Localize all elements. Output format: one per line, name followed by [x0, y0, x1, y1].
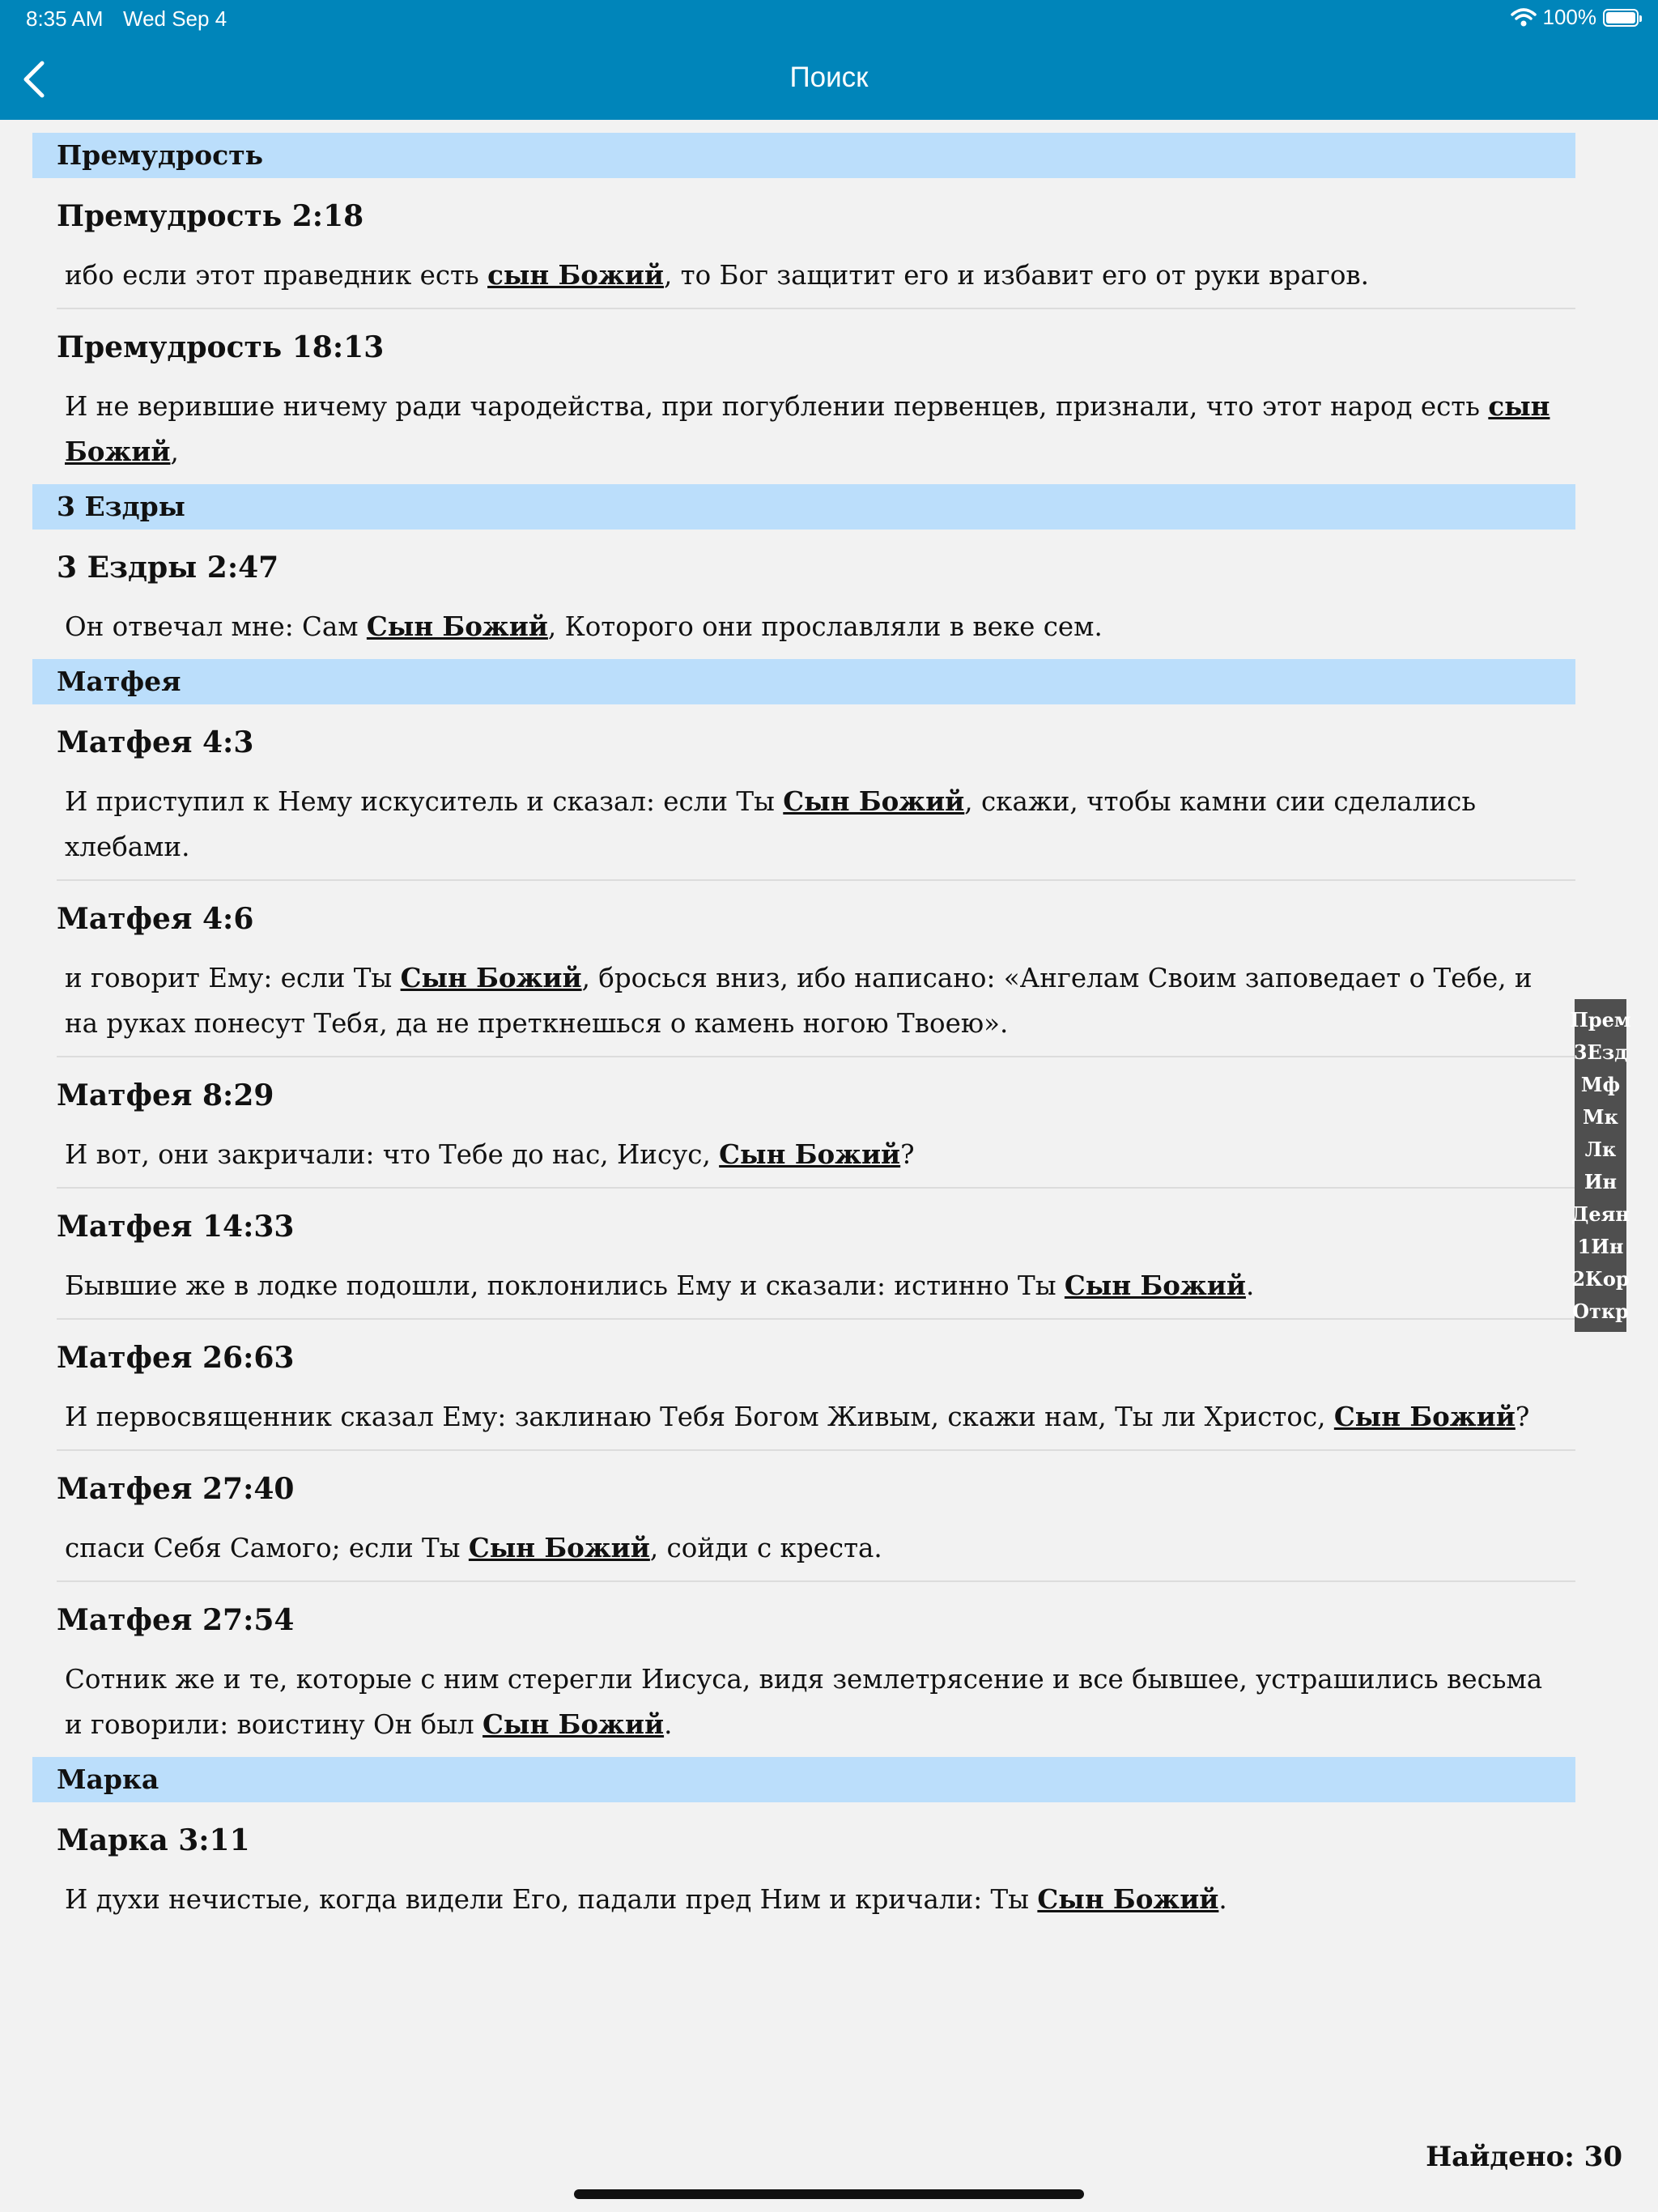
top-bar [0, 0, 1658, 120]
verse-text [57, 939, 1575, 1056]
verse-text [57, 1116, 1575, 1187]
verse-text-after: , то Бог защитит его и избавит его от руки врагов. [664, 260, 1370, 291]
found-count: Найдено: 30 [1426, 2141, 1622, 2173]
verse-text-before: И вот, они закричали: что Тебе до нас, Иисус, [65, 1139, 720, 1170]
section-header: Матфея [32, 659, 1575, 704]
verse-text-before: И первосвященник сказал Ему: заклинаю Тебя Богом Живым, скажи нам, Ты ли Христос, [65, 1402, 1334, 1432]
index-item[interactable]: Ин [1584, 1170, 1618, 1193]
verse-text [57, 236, 1575, 308]
verse-reference: 3 Ездры 2:47 [57, 551, 279, 585]
verse-reference: Матфея 4:3 [57, 725, 254, 759]
status-right [1511, 5, 1639, 30]
verse-text-before: Бывшие же в лодке подошли, поклонились Ему и сказали: истинно Ты [65, 1270, 1065, 1301]
verse-text-after: ? [900, 1139, 915, 1170]
verse-highlight: Сын Божий [783, 785, 965, 817]
verse-text [57, 588, 1575, 659]
verse-text [57, 1509, 1575, 1580]
verse-text-after: , скажи, чтобы камни сии сделались хлебами. [65, 786, 1477, 862]
verse-text-before: спаси Себя Самого; если Ты [65, 1533, 469, 1563]
verse-reference: Премудрость 2:18 [57, 199, 364, 233]
verse-text-before: И не верившие ничему ради чародейства, при погублении первенцев, признали, что этот народ есть [65, 391, 1489, 422]
verse-reference: Матфея 27:40 [57, 1472, 295, 1506]
index-item[interactable]: Откр [1572, 1300, 1629, 1323]
verse-highlight: сын Божий [487, 259, 665, 291]
verse-highlight: сын Божий [65, 390, 1550, 467]
status-date: Wed Sep 4 [123, 6, 227, 31]
verse-text-after: . [664, 1709, 673, 1740]
verse-text-after: . [1245, 1270, 1255, 1301]
section-header: Марка [32, 1757, 1575, 1802]
section-header: 3 Ездры [32, 484, 1575, 530]
index-item[interactable]: Деян [1571, 1202, 1630, 1226]
verse-text-after: . [1218, 1884, 1227, 1915]
verse-item[interactable] [57, 309, 1575, 484]
verse-text-before: И духи нечистые, когда видели Его, падали пред Ним и кричали: Ты [65, 1884, 1038, 1915]
verse-text [57, 763, 1575, 879]
verse-reference: Матфея 26:63 [57, 1341, 295, 1375]
verse-reference: Матфея 8:29 [57, 1078, 274, 1112]
verse-highlight: Сын Божий [468, 1532, 650, 1563]
verse-highlight: Сын Божий [366, 610, 548, 642]
verse-reference: Матфея 4:6 [57, 902, 254, 936]
verse-text [57, 1378, 1575, 1449]
wifi-icon [1511, 8, 1537, 28]
verse-text [57, 1247, 1575, 1318]
verse-item[interactable] [57, 530, 1575, 659]
verse-item[interactable] [57, 1320, 1575, 1449]
verse-reference: Матфея 14:33 [57, 1210, 295, 1244]
battery-icon [1603, 9, 1639, 27]
verse-reference: Премудрость 18:13 [57, 330, 385, 364]
verse-highlight: Сын Божий [719, 1138, 901, 1170]
verse-highlight: Сын Божий [400, 962, 582, 993]
verse-text-after: , бросься вниз, ибо написано: «Ангелам Своим заповедает о Тебе, и на руках понесут Тебя, да не преткнешься о камень ногою Твоею». [65, 963, 1533, 1039]
verse-text [57, 368, 1575, 484]
verse-text-after: , Которого они прославляли в веке сем. [547, 611, 1103, 642]
index-item[interactable]: Лк [1584, 1138, 1617, 1161]
index-item[interactable]: Мф [1580, 1073, 1621, 1096]
verse-item[interactable] [57, 178, 1575, 308]
verse-item[interactable] [57, 1582, 1575, 1757]
home-indicator [574, 2189, 1084, 2199]
verse-highlight: Сын Божий [1064, 1270, 1246, 1301]
verse-item[interactable] [57, 1451, 1575, 1580]
verse-text-before: И приступил к Нему искуситель и сказал: если Ты [65, 786, 784, 817]
verse-text-before: ибо если этот праведник есть [65, 260, 488, 291]
verse-item[interactable] [57, 881, 1575, 1056]
index-item[interactable]: 1Ин [1577, 1235, 1624, 1258]
verse-text-before: Сотник же и те, которые с ним стерегли Иисуса, видя землетрясение и все бывшее, устрашились весьма и говорили: воистину Он был [65, 1664, 1543, 1740]
verse-text-before: и говорит Ему: если Ты [65, 963, 401, 993]
verse-text [57, 1640, 1575, 1757]
verse-reference: Матфея 27:54 [57, 1603, 295, 1637]
verse-item[interactable] [57, 1189, 1575, 1318]
search-results [32, 133, 1575, 1932]
verse-reference: Марка 3:11 [57, 1823, 250, 1857]
index-item[interactable]: Прем [1570, 1008, 1631, 1032]
verse-text-after: , сойди с креста. [649, 1533, 882, 1563]
verse-text-before: Он отвечал мне: Сам [65, 611, 367, 642]
section-header: Премудрость [32, 133, 1575, 178]
verse-text [57, 1861, 1575, 1932]
verse-item[interactable] [57, 704, 1575, 879]
page-title: Поиск [789, 62, 869, 93]
verse-text-after: ? [1515, 1402, 1530, 1432]
battery-percent: 100% [1542, 5, 1596, 29]
index-item[interactable]: Мк [1583, 1105, 1618, 1129]
index-item[interactable]: 2Кор [1571, 1267, 1630, 1291]
verse-item[interactable] [57, 1802, 1575, 1932]
verse-text-after: , [170, 436, 179, 467]
index-item[interactable]: 3Езд [1573, 1040, 1628, 1064]
verse-highlight: Сын Божий [1333, 1401, 1516, 1432]
status-time: 8:35 AM [26, 6, 104, 31]
book-index-bar[interactable] [1570, 999, 1631, 1332]
verse-highlight: Сын Божий [483, 1708, 665, 1740]
verse-item[interactable] [57, 1057, 1575, 1187]
verse-highlight: Сын Божий [1037, 1883, 1219, 1915]
